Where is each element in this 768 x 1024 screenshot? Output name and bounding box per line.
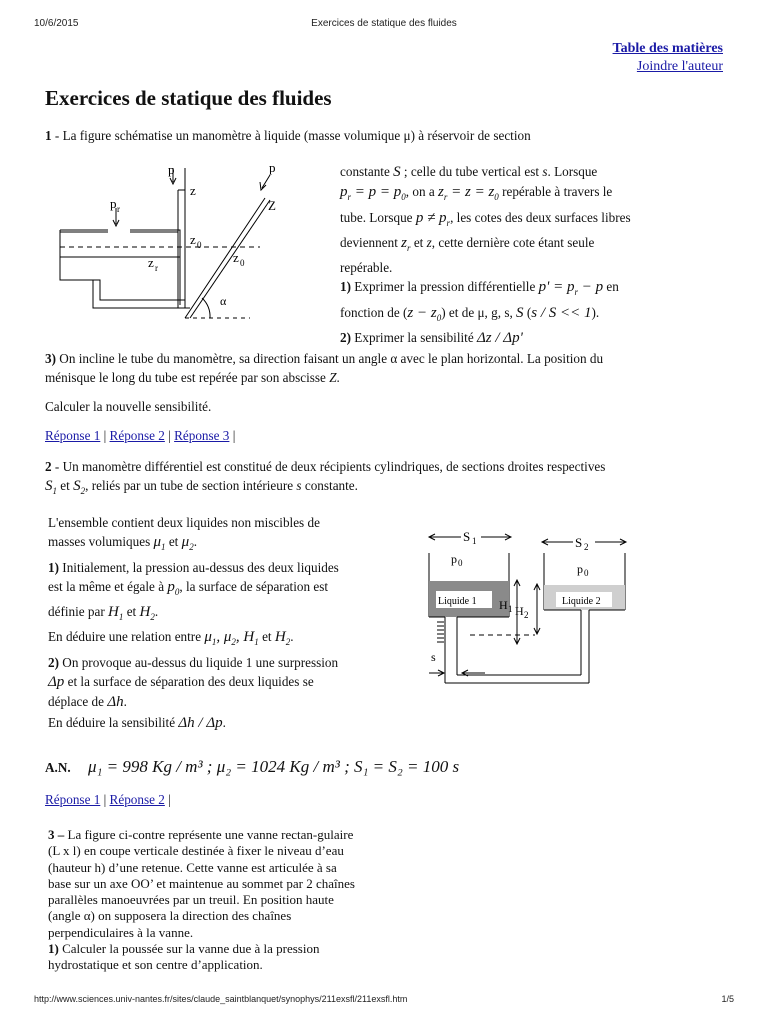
svg-text:0: 0	[584, 568, 589, 578]
svg-text:0: 0	[240, 258, 245, 268]
print-title: Exercices de statique des fluides	[311, 18, 457, 29]
ex2-answers: Réponse 1 | Réponse 2 |	[45, 792, 171, 807]
answer-link-1[interactable]: Réponse 1	[45, 428, 101, 443]
svg-text:0: 0	[458, 558, 463, 568]
fig2-label-H2: H	[515, 604, 524, 618]
ex3-text: 3 – La figure ci-contre représente une vanne rectan-gulaire (L x l) en coupe verticale destinée à fixer le niveau d’eau (hauteur h) d’une retenue. Cette vanne est articulée à sa base sur un axe OO’ et maintenue au sommet par 2 chaînes parallèles manoeuvrées par un treuil. En position haute (angle α) on supposera la direction des chaînes perpendiculaires à la vanne. 1) Calculer la poussée sur la vanne due à la pression hydrostatique et son centre d’application.	[48, 827, 355, 973]
fig2-label-p0-a: p	[451, 552, 457, 566]
fig1-label-p: p	[168, 162, 175, 177]
print-date: 10/6/2015	[34, 18, 79, 29]
svg-text:r: r	[155, 263, 158, 273]
answer-link-3[interactable]: Réponse 3	[174, 428, 230, 443]
ex1-text-right: constante S ; celle du tube vertical est s. Lorsque $p_r = p = p_0$, on a $z_r = z = z_0$ repérable à travers le tube. Lorsque $p \ne p_r$, les cotes des deux surfaces libres deviennent $z_r$ et z, cette dernière cote étant seule repérable. 1) Exprimer la pression différentielle $p' = p_r - p$ en fonction de $(z - z_0)$ et de μ, g, s, S (s / S << 1). 2) Exprimer la sensibilité Δz / Δp'	[340, 164, 631, 347]
page-title: Exercices de statique des fluides	[45, 86, 332, 110]
fig2-label-H1: H	[499, 598, 508, 612]
svg-text:1: 1	[472, 536, 477, 546]
differential-manometer-figure	[425, 525, 655, 690]
fig1-label-pr: p	[110, 196, 117, 211]
top-links	[613, 40, 723, 76]
svg-text:2: 2	[584, 542, 589, 552]
fig1-label-alpha: α	[220, 294, 227, 308]
footer-url: http://www.sciences.univ-nantes.fr/sites/claude_saintblanquet/synophys/211exsfl/211exsfl.htm	[34, 994, 408, 1004]
answer-link-2-1[interactable]: Réponse 1	[45, 792, 101, 807]
fig1-label-zr: z	[148, 255, 154, 270]
ex1-answers: Réponse 1 | Réponse 2 | Réponse 3 |	[45, 428, 236, 443]
svg-text:2: 2	[524, 610, 529, 620]
fig2-label-S1: S	[463, 529, 471, 544]
ex2-intro: 2 - Un manomètre différentiel est constitué de deux récipients cylindriques, de sections droites respectives $S_1$ et $S_2$, reliés par un tube de section intérieure s constante.	[45, 459, 606, 497]
svg-text:1: 1	[508, 604, 513, 614]
fig2-label-p0-b: p	[577, 562, 583, 576]
fig1-label-Z: Z	[268, 198, 276, 213]
ex1-q3: 3) On incline le tube du manomètre, sa direction faisant un angle α avec le plan horizontal. La position du ménisque le long du tube est repérée par son abscisse Z.	[45, 351, 604, 386]
fig2-label-S2: S	[575, 535, 583, 550]
ex1-intro: 1 - La figure schématise un manomètre à liquide (masse volumique μ) à réservoir de section	[45, 128, 531, 143]
fig1-label-z: z	[190, 183, 196, 198]
fig1-label-z0: z	[190, 232, 196, 247]
author-link[interactable]: Joindre l'auteur	[636, 59, 723, 74]
fig2-label-liquide1: Liquide 1	[438, 596, 477, 607]
ex1-calc: Calculer la nouvelle sensibilité.	[45, 399, 212, 414]
footer-page: 1/5	[721, 994, 734, 1004]
fig2-label-s: s	[431, 650, 436, 664]
fig2-label-liquide2: Liquide 2	[562, 596, 601, 607]
fig1-label-p2: p	[269, 160, 276, 175]
svg-text:r: r	[117, 204, 120, 214]
answer-link-2-2[interactable]: Réponse 2	[109, 792, 165, 807]
fig1-label-z0-b: z	[233, 250, 239, 265]
ex2-an-formula: μ₁ = 998 Kg / m³ ; μ₂ = 1024 Kg / m³ ; S₁ = S₂ = 100 s	[87, 757, 460, 776]
ex2-text-left: L'ensemble contient deux liquides non miscibles de masses volumiques $\mu_1$ et $\mu_2$. 1) Initialement, la pression au-dessus des deux liquides est la même et égale à $p_0$, la surface de séparation est définie par $H_1$ et $H_2$. En déduire une relation entre $\mu_1$, $\mu_2$, $H_1$ et $H_2$. 2) On provoque au-dessus du liquide 1 une surpression Δp et la surface de séparation des deux liquides se déplace de Δh. En déduire la sensibilité Δh / Δp.	[48, 515, 339, 731]
ex2-an: A.N. μ₁ = 998 Kg / m³ ; μ₂ = 1024 Kg / m³ ; S₁ = S₂ = 100 s	[45, 757, 460, 776]
toc-link[interactable]: Table des matières	[612, 41, 723, 56]
answer-link-2[interactable]: Réponse 2	[109, 428, 165, 443]
svg-text:0: 0	[197, 240, 202, 250]
manometer-figure	[50, 160, 290, 325]
